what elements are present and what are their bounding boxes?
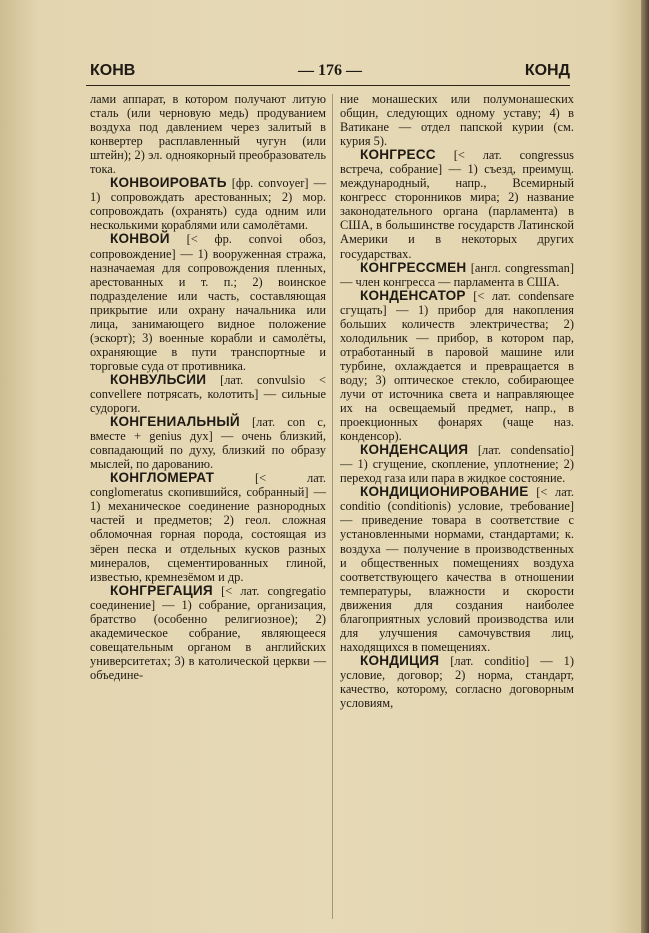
header-right-guideword: КОНД — [524, 62, 570, 79]
entry-text: [лат. con с, вместе + genius дух] — очень близкий, совпадающий по духу, близкий по образу мыслей, по дарованию. — [90, 415, 326, 472]
entry-headword: КОНГРЕСС — [360, 147, 436, 163]
entry-konvulsii — [90, 373, 326, 415]
entry-kongressmen — [340, 261, 574, 289]
entry-headword: КОНГРЕГАЦИЯ — [110, 582, 213, 598]
entry-headword: КОНДИЦИОНИРОВАНИЕ — [360, 484, 529, 500]
entry-text: [лат. condensatio] — 1) сгущение, скопление, уплотнение; 2) переход газа или пара в жидкое состояние. — [340, 443, 574, 486]
entry-continuation — [340, 92, 574, 148]
entry-headword: КОНДИЦИЯ — [360, 652, 440, 668]
entry-headword: КОНГЕНИАЛЬНЫЙ — [110, 414, 240, 430]
entry-headword: КОНГРЕССМЕН — [360, 259, 467, 275]
column-divider — [332, 94, 333, 919]
entry-text: [фр. convoyer] — 1) сопровождать арестованных; 2) мор. сопровождать (охранять) суда одним или несколькими кораблями или самолётами. — [90, 176, 326, 233]
right-column — [340, 92, 574, 710]
entry-text: [< лат. congregatio соединение] — 1) собрание, организация, братство (особенно религиозное); 2) академическое собрание, являющееся совещательным органом в английских университетах; 3) в католической церкви — объедине- — [90, 583, 326, 682]
entry-headword: КОНДЕНСАТОР — [360, 287, 466, 303]
entry-continuation — [90, 92, 326, 176]
entry-kongregatsiya — [90, 584, 326, 682]
entry-text: ние монашеских или полумонашеских общин, следующих одному уставу; 4) в Ватикане — отдел папской курии (см. курия 5). — [340, 92, 574, 149]
entry-kondensator — [340, 289, 574, 444]
entry-headword: КОНВОИРОВАТЬ — [110, 175, 227, 191]
entry-text: [лат. conditio] — 1) условие, договор; 2) норма, стандарт, качество, которому, согласно договорным условиям, — [340, 653, 574, 711]
entry-text: [< лат. conglomeratus скопившийся, собранный] — 1) механическое соединение разнородных частей и предметов; 2) геол. сложная обломочная горная порода, состоящая из зёрен песка и отдельных кусков разных минералов, сцементированных глиной, известью, кремнезёмом и др. — [90, 471, 326, 584]
entry-konditsionirovanie — [340, 485, 574, 654]
entry-konditsiya — [340, 654, 574, 710]
entry-headword: КОНВУЛЬСИИ — [110, 371, 207, 387]
entry-text: [лат. convulsio < convellere потрясать, колотить] — сильные судороги. — [90, 372, 326, 416]
page-header — [90, 62, 570, 84]
entry-headword: КОНВОЙ — [110, 231, 170, 247]
page-edge-shadow — [641, 0, 649, 933]
entry-kondensatsiya — [340, 443, 574, 485]
entry-kongenialny — [90, 415, 326, 471]
header-left-guideword: КОНВ — [90, 62, 136, 79]
entry-text: [< фр. convoi обоз, сопровождение] — 1) вооруженная стража, назначаемая для сопровождения пленных, арестованных и т. п.; 2) воинское подразделение или часть, составляющая прикрытие или охрану начальника или лица, занимающего видное положение (эскорт); 3) военные корабли и самолёты, охраняющие в пути транспортные и торговые суда от противника. — [90, 232, 326, 373]
entry-konvoirovat — [90, 176, 326, 232]
page-number: — 176 — — [298, 62, 362, 79]
entry-text: [< лат. condensare сгущать] — 1) прибор для накопления больших количеств электричества; 2) холодильник — прибор, в котором пар, отработанный в паровой машине или турбине, охлаждается и превращается в воду; 3) оптическое стекло, собирающее лучи от источника света и направляющее их на освещаемый предмет, напр., в проекционных фонарях (чаще наз. конденсор). — [340, 288, 574, 444]
entry-konvoy — [90, 232, 326, 372]
entry-headword: КОНГЛОМЕРАТ — [110, 470, 215, 486]
left-column — [90, 92, 326, 682]
entry-text: [< лат. conditio (conditionis) условие, требование] — приведение товара в соответствие с установленными нормами, стандартами; к. воздуха — получение в производственных и общественных помещениях воздуха соответствующего качества в отношении температуры, влажности и скорости движения для создания наиболее благоприятных условий производства или для улучшения самочувствия лиц, находящихся в помещениях. — [340, 485, 574, 654]
entry-konglomerat — [90, 471, 326, 583]
entry-text: [англ. congressman] — член конгресса — парламента в США. — [340, 260, 574, 289]
entry-text: [< лат. congressus встреча, собрание] — 1) съезд, преимущ. международный, напр., Всемирный конгресс сторонников мира; 2) название законодательного органа (парламента) в США, в большинстве государств Латинской Америки и в некоторых других государствах. — [340, 148, 574, 261]
header-rule — [86, 85, 570, 86]
entry-text: лами аппарат, в котором получают литую сталь (или черновую медь) продуванием воздуха под давлением через залитый в конвертер расплавленный чугун (или штейн); 2) эл. одноякорный преобразователь тока. — [90, 92, 326, 177]
entry-kongress — [340, 148, 574, 260]
entry-headword: КОНДЕНСАЦИЯ — [360, 442, 469, 458]
